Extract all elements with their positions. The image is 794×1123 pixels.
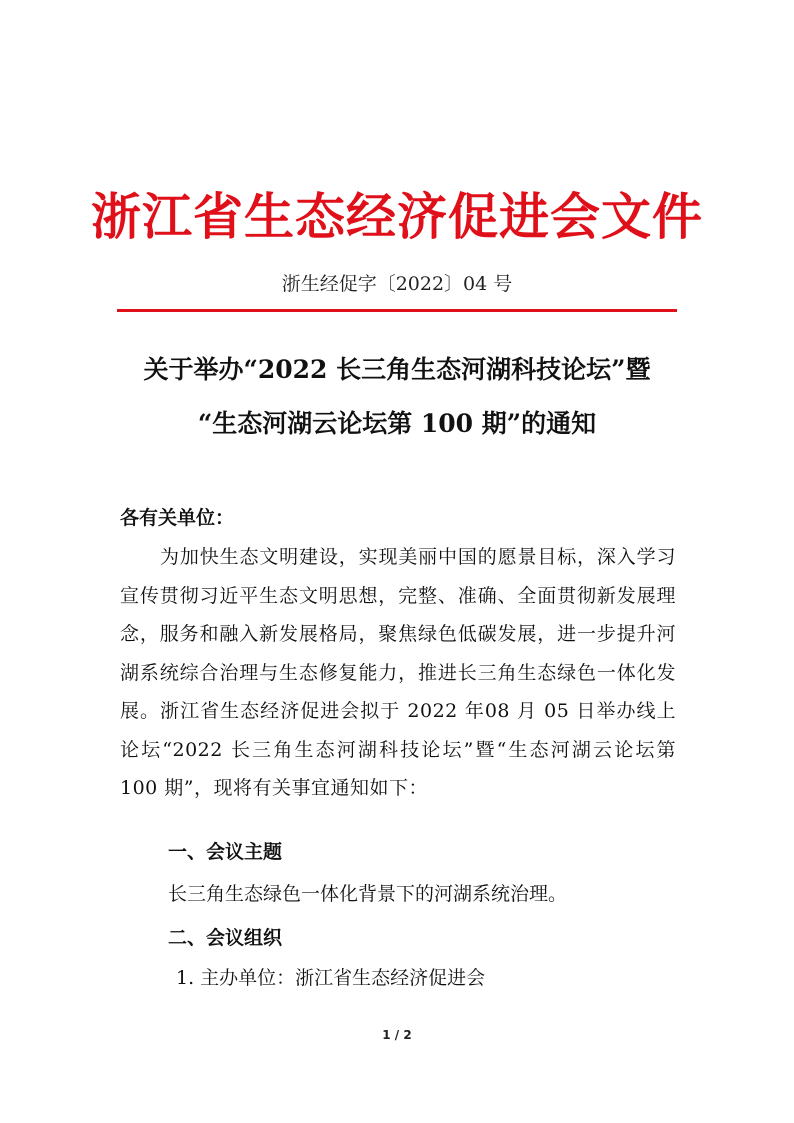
document-number: 浙生经促字〔2022〕04 号 [281,273,513,295]
red-divider-line [117,309,677,312]
section-content-theme: 长三角生态绿色一体化背景下的河湖系统治理。 [168,883,568,905]
section-heading-theme: 一、会议主题 [168,841,283,863]
page-number: 1 / 2 [382,1028,412,1042]
section-heading-organization: 二、会议组织 [168,927,283,949]
salutation: 各有关单位： [120,507,235,529]
notice-title-line-1: 关于举办“2022 长三角生态河湖科技论坛”暨 [143,355,651,384]
issuer-title: 浙江省生态经济促进会文件 [91,188,703,246]
section-content-organizer: 1. 主办单位：浙江省生态经济促进会 [176,967,486,989]
intro-paragraph [120,538,676,808]
notice-title-line-2: “生态河湖云论坛第 100 期”的通知 [197,409,597,438]
intro-text: 为加快生态文明建设，实现美丽中国的愿景目标，深入学习宣传贯彻习近平生态文明思想，完整、准确、全面贯彻新发展理念，服务和融入新发展格局，聚焦绿色低碳发展，进一步提升河湖系统综合治理与生态修复能力，推进长三角生态绿色一体化发展。浙江省生态经济促进会拟于 2022 年08 月 05 日举办线上论坛“2022 长三角生态河湖科技论坛”暨“生态河湖云论坛第 100 期”，现将有关事宜通知如下： [120,546,676,799]
